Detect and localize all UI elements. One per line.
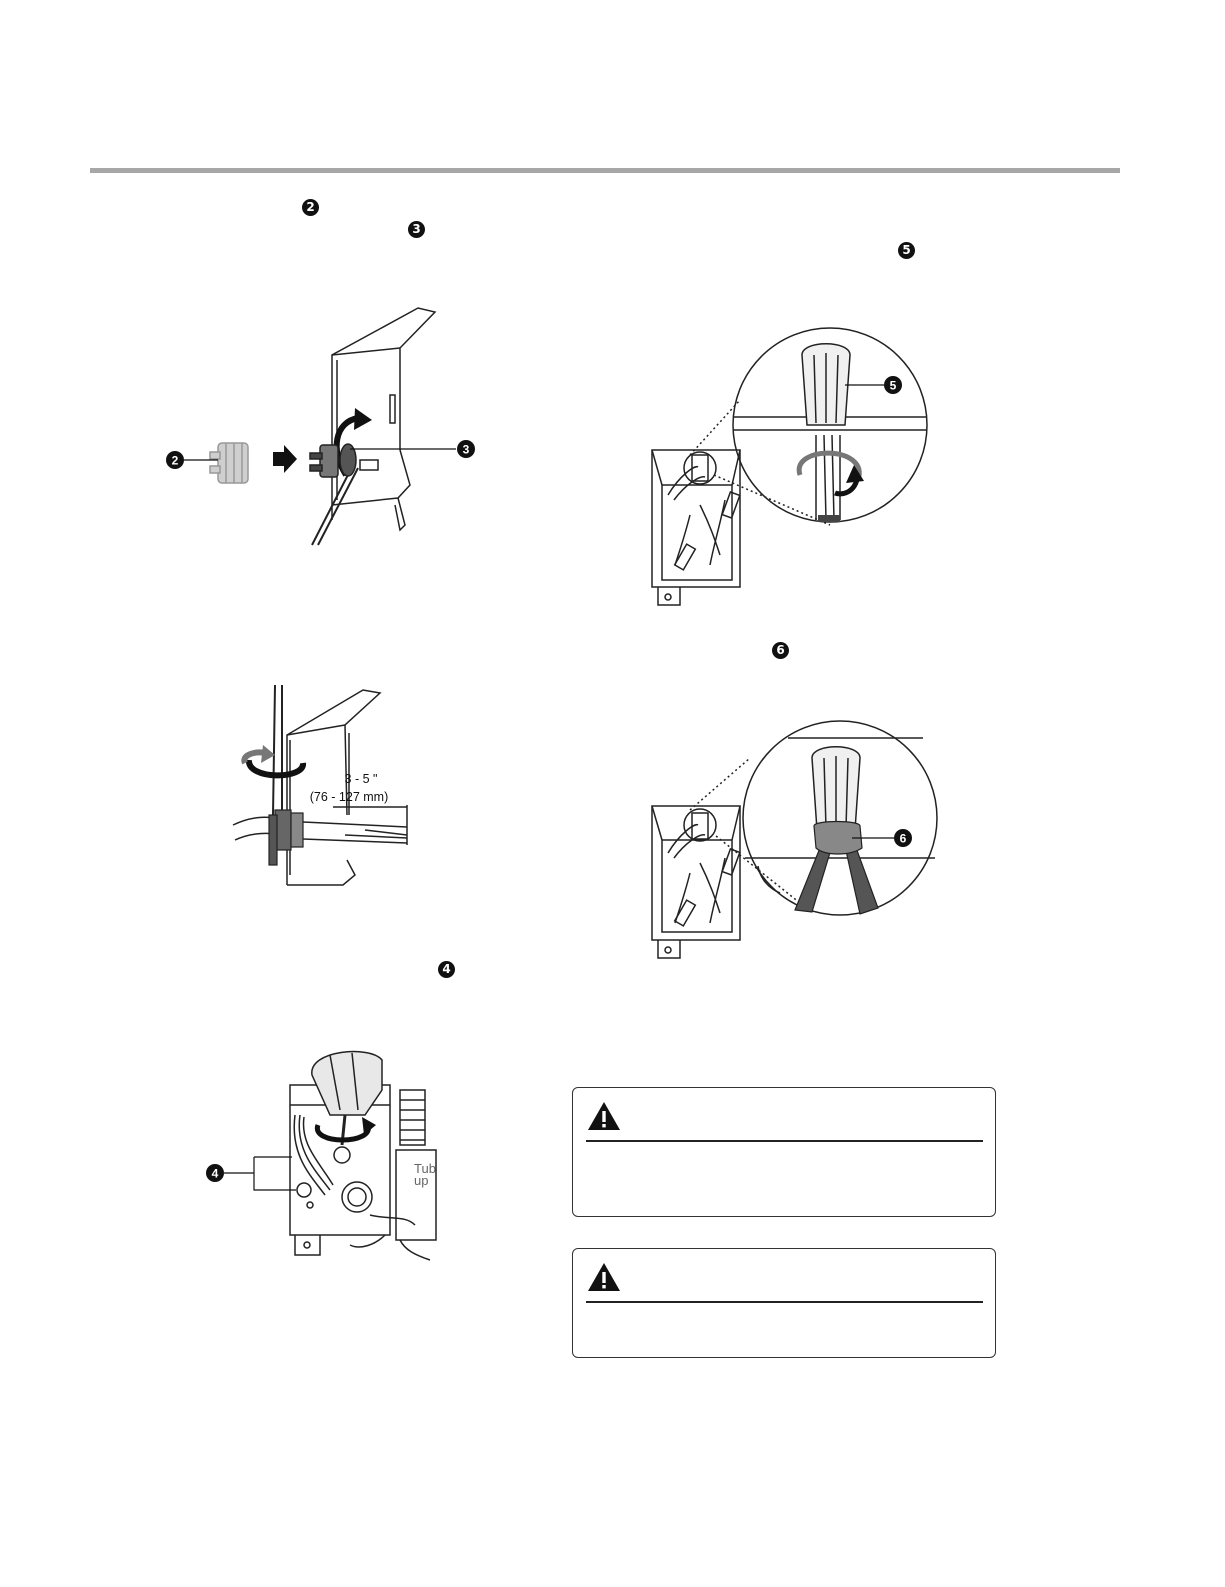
callout-badge-6: 6 bbox=[772, 642, 789, 659]
callout-label-2: 2 bbox=[171, 453, 179, 468]
warning-triangle-icon bbox=[586, 1100, 622, 1132]
figure-wire-nut-twist bbox=[640, 325, 940, 610]
callout-label-4: 4 bbox=[211, 1166, 219, 1181]
warning-box-2 bbox=[572, 1248, 996, 1358]
callout-badge-2: 2 bbox=[302, 199, 319, 216]
callout-label-6: 6 bbox=[899, 831, 907, 846]
warning-divider bbox=[586, 1301, 983, 1303]
tub-label-line1: Tub bbox=[414, 1161, 436, 1176]
figure-ground-screws bbox=[200, 1045, 440, 1275]
tub-label-line2: up bbox=[414, 1173, 429, 1188]
callout-label-3: 3 bbox=[462, 442, 470, 457]
callout-badge-4: 4 bbox=[438, 961, 455, 978]
callout-badge-3: 3 bbox=[408, 221, 425, 238]
figure-conduit-connector bbox=[160, 300, 500, 550]
figure-electrical-tape bbox=[640, 718, 940, 963]
warning-divider bbox=[586, 1140, 983, 1142]
warning-triangle-icon bbox=[586, 1261, 622, 1293]
figure-cable-strip-length bbox=[225, 685, 415, 915]
header-rule bbox=[90, 168, 1120, 173]
warning-box-1 bbox=[572, 1087, 996, 1217]
measurement-inches: 3 - 5 " bbox=[344, 772, 378, 786]
measurement-mm: (76 - 127 mm) bbox=[309, 790, 389, 804]
callout-badge-5: 5 bbox=[898, 242, 915, 259]
callout-label-5: 5 bbox=[889, 378, 897, 393]
